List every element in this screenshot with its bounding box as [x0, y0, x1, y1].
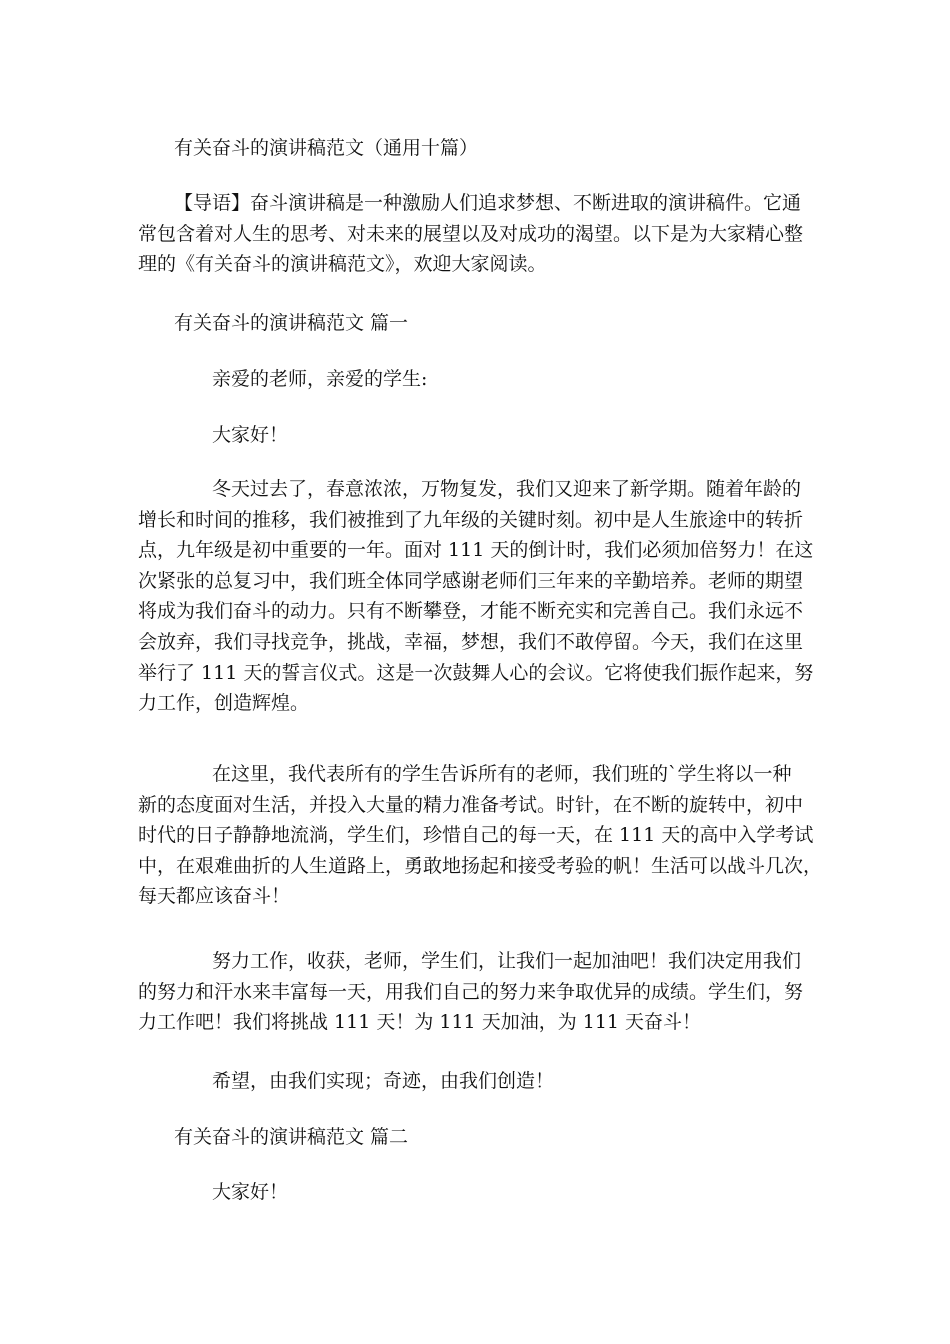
greeting-text: 大家好！ — [212, 424, 289, 446]
paragraph-line: 点，九年级是初中重要的一年。面对 111 天的倒计时，我们必须加倍努力！在这 — [138, 539, 814, 562]
paragraph-line: 的努力和汗水来丰富每一天，用我们自己的努力来争取优异的成绩。学生们，努 — [138, 980, 804, 1003]
paragraph-line: 在这里，我代表所有的学生告诉所有的老师，我们班的`学生将以一种 — [212, 763, 792, 785]
paragraph-line: 次紧张的总复习中，我们班全体同学感谢老师们三年来的辛勤培养。老师的期望 — [138, 569, 804, 592]
section-heading-text: 有关奋斗的演讲稿范文 篇二 — [174, 1126, 409, 1148]
greeting-text: 大家好！ — [212, 1181, 289, 1203]
section-heading-1 — [138, 308, 810, 339]
salutation — [138, 364, 810, 395]
section-heading-2 — [138, 1122, 810, 1153]
paragraph-line: 会放弃，我们寻找竞争，挑战，幸福，梦想，我们不敢停留。今天，我们在这里 — [138, 630, 804, 653]
title-text: 有关奋斗的演讲稿范文（通用十篇） — [174, 137, 479, 159]
salutation-text: 亲爱的老师，亲爱的学生: — [212, 368, 428, 390]
paragraph-line: 新的态度面对生活，并投入大量的精力准备考试。时针，在不断的旋转中，初中 — [138, 793, 804, 816]
paragraph-line: 时代的日子静静地流淌，学生们，珍惜自己的每一天，在 111 天的高中入学考试 — [138, 824, 814, 847]
paragraph-line: 举行了 111 天的誓言仪式。这是一次鼓舞人心的会议。它将使我们振作起来，努 — [138, 661, 814, 684]
paragraph-line: 每天都应该奋斗！ — [138, 885, 291, 908]
section-heading-text: 有关奋斗的演讲稿范文 篇一 — [174, 312, 409, 334]
closing-text: 希望，由我们实现；奇迹，由我们创造！ — [212, 1070, 555, 1092]
paragraph-line: 力工作吧！我们将挑战 111 天！为 111 天加油，为 111 天奋斗！ — [138, 1011, 702, 1034]
closing-line — [138, 1066, 810, 1097]
body-paragraph-3 — [138, 946, 810, 1038]
intro-line: 理的《有关奋斗的演讲稿范文》，欢迎大家阅读。 — [138, 253, 547, 276]
body-paragraph-1 — [138, 474, 814, 719]
paragraph-line: 增长和时间的推移，我们被推到了九年级的关键时刻。初中是人生旅途中的转折 — [138, 508, 804, 531]
document-title — [138, 133, 810, 164]
greeting-2 — [138, 1177, 810, 1208]
paragraph-line: 冬天过去了，春意浓浓，万物复发，我们又迎来了新学期。随着年龄的 — [212, 478, 802, 500]
intro-line: 【导语】奋斗演讲稿是一种激励人们追求梦想、不断进取的演讲稿件。它通 — [174, 192, 802, 214]
paragraph-line: 力工作，创造辉煌。 — [138, 692, 310, 715]
paragraph-line: 中，在艰难曲折的人生道路上，勇敢地扬起和接受考验的帆！生活可以战斗几次， — [138, 854, 823, 877]
intro-line: 常包含着对人生的思考、对未来的展望以及对成功的渴望。以下是为大家精心整 — [138, 222, 804, 245]
greeting-1 — [138, 420, 810, 451]
intro-paragraph — [138, 188, 810, 280]
paragraph-line: 将成为我们奋斗的动力。只有不断攀登，才能不断充实和完善自己。我们永远不 — [138, 600, 804, 623]
body-paragraph-2 — [138, 759, 823, 912]
paragraph-line: 努力工作，收获，老师，学生们，让我们一起加油吧！我们决定用我们 — [212, 950, 802, 972]
